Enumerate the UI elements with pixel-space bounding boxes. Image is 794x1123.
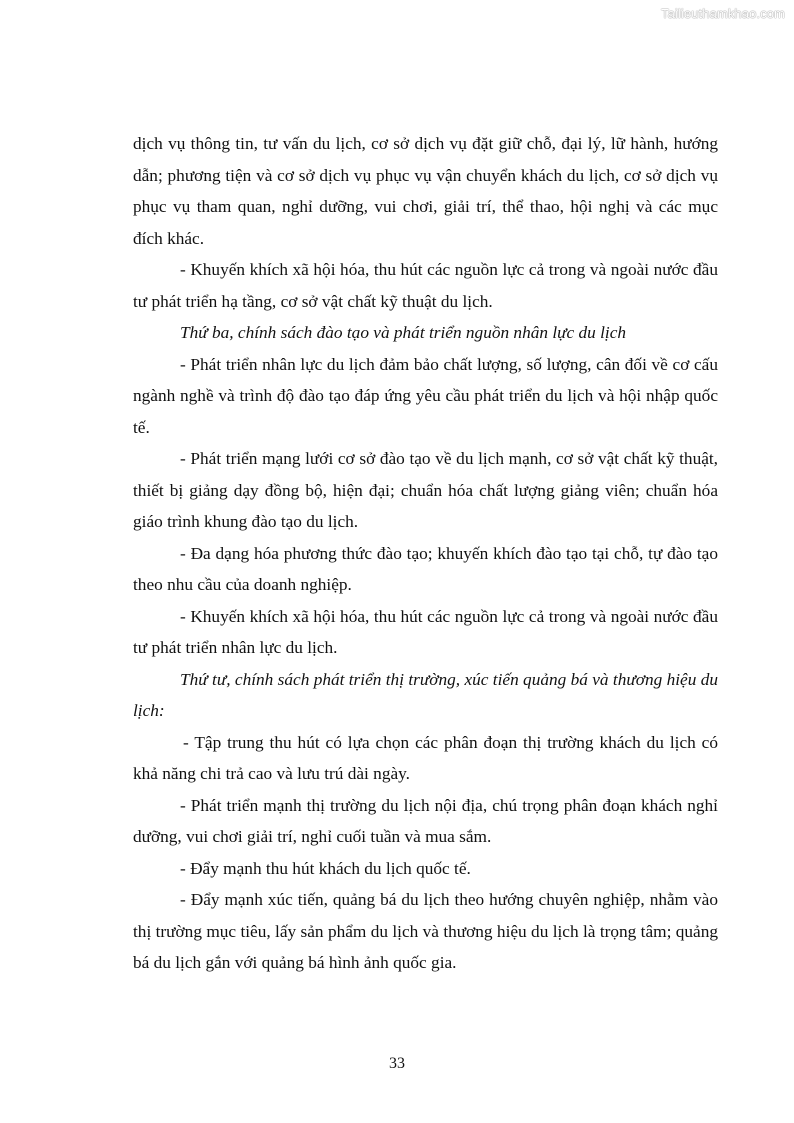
paragraph-bullet: - Phát triển mạnh thị trường du lịch nội địa, chú trọng phân đoạn khách nghỉ dưỡng, vui chơi giải trí, nghỉ cuối tuần và mua sắm. (133, 795, 718, 846)
paragraph-continuation: dịch vụ thông tin, tư vấn du lịch, cơ sở dịch vụ đặt giữ chỗ, đại lý, lữ hành, hướng dẫn; phương tiện và cơ sở dịch vụ phục vụ vận chuyển khách du lịch, cơ sở dịch vụ phục vụ tham quan, nghỉ dưỡng, vui chơi, giải trí, thể thao, hội nghị và các mục đích khác. (133, 134, 718, 248)
paragraph-bullet: - Khuyến khích xã hội hóa, thu hút các nguồn lực cả trong và ngoài nước đầu tư phát triển hạ tầng, cơ sở vật chất kỹ thuật du lịch. (133, 260, 718, 311)
paragraph-bullet: - Tập trung thu hút có lựa chọn các phân đoạn thị trường khách du lịch có khả năng chi trả cao và lưu trú dài ngày. (133, 732, 718, 783)
section-heading-third: Thứ ba, chính sách đào tạo và phát triển nguồn nhân lực du lịch (180, 323, 627, 342)
paragraph-bullet: - Phát triển mạng lưới cơ sở đào tạo về du lịch mạnh, cơ sở vật chất kỹ thuật, thiết bị giảng dạy đồng bộ, hiện đại; chuẩn hóa chất lượng giảng viên; chuẩn hóa giáo trình khung đào tạo du lịch. (133, 449, 718, 531)
page-number: 33 (389, 1055, 405, 1072)
watermark: Tailieuthamkhao.com (660, 6, 785, 21)
paragraph-bullet: - Khuyến khích xã hội hóa, thu hút các nguồn lực cả trong và ngoài nước đầu tư phát triển nhân lực du lịch. (133, 606, 718, 657)
section-heading-fourth: Thứ tư, chính sách phát triển thị trường, xúc tiến quảng bá và thương hiệu du lịch: (133, 669, 718, 720)
paragraph-bullet: - Đẩy mạnh thu hút khách du lịch quốc tế. (180, 858, 471, 878)
paragraph-bullet: - Đẩy mạnh xúc tiến, quảng bá du lịch theo hướng chuyên nghiệp, nhằm vào thị trường mục tiêu, lấy sản phẩm du lịch và thương hiệu du lịch là trọng tâm; quảng bá du lịch gắn với quảng bá hình ảnh quốc gia. (133, 890, 718, 972)
paragraph-bullet: - Phát triển nhân lực du lịch đảm bảo chất lượng, số lượng, cân đối về cơ cấu ngành nghề và trình độ đào tạo đáp ứng yêu cầu phát triển du lịch và hội nhập quốc tế. (133, 354, 718, 437)
document-body (133, 128, 718, 979)
paragraph-bullet: - Đa dạng hóa phương thức đào tạo; khuyến khích đào tạo tại chỗ, tự đào tạo theo nhu cầu của doanh nghiệp. (133, 543, 718, 594)
